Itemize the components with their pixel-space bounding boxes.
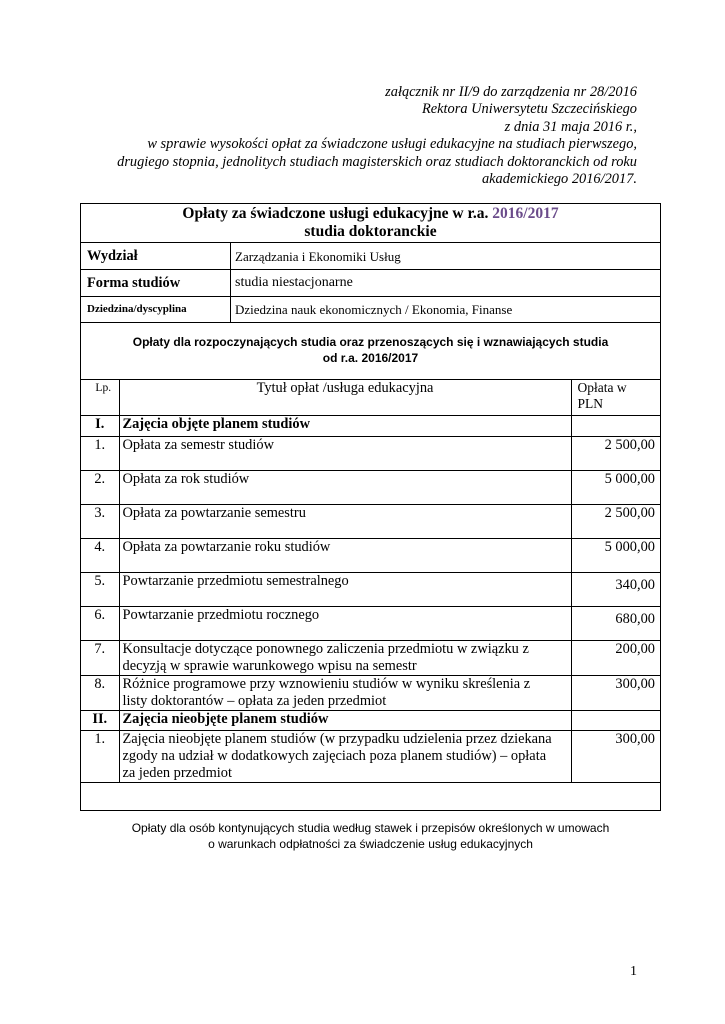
table-row: 6. Powtarzanie przedmiotu rocznego 680,00 — [81, 607, 660, 641]
title-subtitle: studia doktoranckie — [304, 223, 437, 240]
header-line: akademickiego 2016/2017. — [481, 171, 637, 188]
info-line: Opłaty dla rozpoczynających studia oraz przenoszących się i wznawiających studia — [132, 335, 609, 349]
document-header — [77, 84, 637, 188]
title-prefix: Opłaty za świadczone usługi edukacyjne w r.a. — [182, 205, 493, 222]
header-line: załącznik nr II/9 do zarządzenia nr 28/2016 — [385, 84, 637, 100]
field-value: Dziedzina nauk ekonomicznych / Ekonomia, Finanse — [235, 302, 513, 317]
footer-note — [80, 820, 661, 852]
field-label: Dziedzina/dyscyplina — [87, 303, 187, 315]
header-line: drugiego stopnia, jednolitych studiach magisterskich oraz studiach doktoranckich od roku — [117, 153, 637, 170]
section-number: II. — [81, 711, 119, 731]
table-row: 5. Powtarzanie przedmiotu semestralnego 340,00 — [81, 573, 660, 607]
column-header-fee: Opłata w PLN — [571, 380, 660, 416]
footer-line: Opłaty dla osób kontynujących studia według stawek i przepisów określonych w umowach — [131, 821, 610, 835]
header-line: Rektora Uniwersytetu Szczecińskiego — [421, 101, 637, 118]
table-row: 2. Opłata za rok studiów 5 000,00 — [81, 471, 660, 505]
table-row: 8. Różnice programowe przy wznowieniu studiów w wyniku skreślenia z listy doktorantów – opłata za jeden przedmiot 300,00 — [81, 676, 660, 711]
section-title: Zajęcia objęte planem studiów — [119, 416, 571, 437]
section-row — [81, 416, 660, 437]
form-label: Forma studiów — [87, 275, 181, 291]
section-number: I. — [81, 416, 119, 437]
page-number: 1 — [630, 964, 637, 979]
info-line: od r.a. 2016/2017 — [322, 351, 419, 365]
footer-line: o warunkach odpłatności za świadczenie usług edukacyjnych — [208, 837, 533, 851]
section-row — [81, 711, 660, 731]
column-header-lp: Lp. — [81, 380, 119, 416]
header-line: z dnia 31 maja 2016 r., — [504, 118, 637, 135]
table-row: 7. Konsultacje dotyczące ponownego zaliczenia przedmiotu w związku z decyzją w sprawie warunkowego wpisu na semestr 200,00 — [81, 641, 660, 676]
fee-table — [81, 379, 660, 783]
header-line: w sprawie wysokości opłat za świadczone usługi edukacyjne na studiach pierwszego, — [147, 136, 637, 153]
table-row: 4. Opłata za powtarzanie roku studiów 5 000,00 — [81, 539, 660, 573]
faculty-label: Wydział — [87, 248, 138, 264]
form-value: studia niestacjonarne — [235, 275, 353, 290]
table-header-row — [81, 380, 660, 416]
page-title — [81, 204, 660, 243]
table-row: 3. Opłata za powtarzanie semestru 2 500,00 — [81, 505, 660, 539]
info-text — [81, 334, 660, 366]
table-row: 1. Zajęcia nieobjęte planem studiów (w przypadku udzielenia przez dziekana zgody na udział w dodatkowych zajęciach poza planem studiów) – opłata za jeden przedmiot 300,00 — [81, 731, 660, 783]
table-row: 1. Opłata za semestr studiów 2 500,00 — [81, 437, 660, 471]
title-year: 2016/2017 — [492, 205, 559, 222]
column-header-title: Tytuł opłat /usługa edukacyjna — [119, 380, 571, 416]
fee-box — [80, 203, 661, 811]
faculty-value: Zarządzania i Ekonomiki Usług — [235, 249, 401, 264]
section-title: Zajęcia nieobjęte planem studiów — [119, 711, 571, 731]
